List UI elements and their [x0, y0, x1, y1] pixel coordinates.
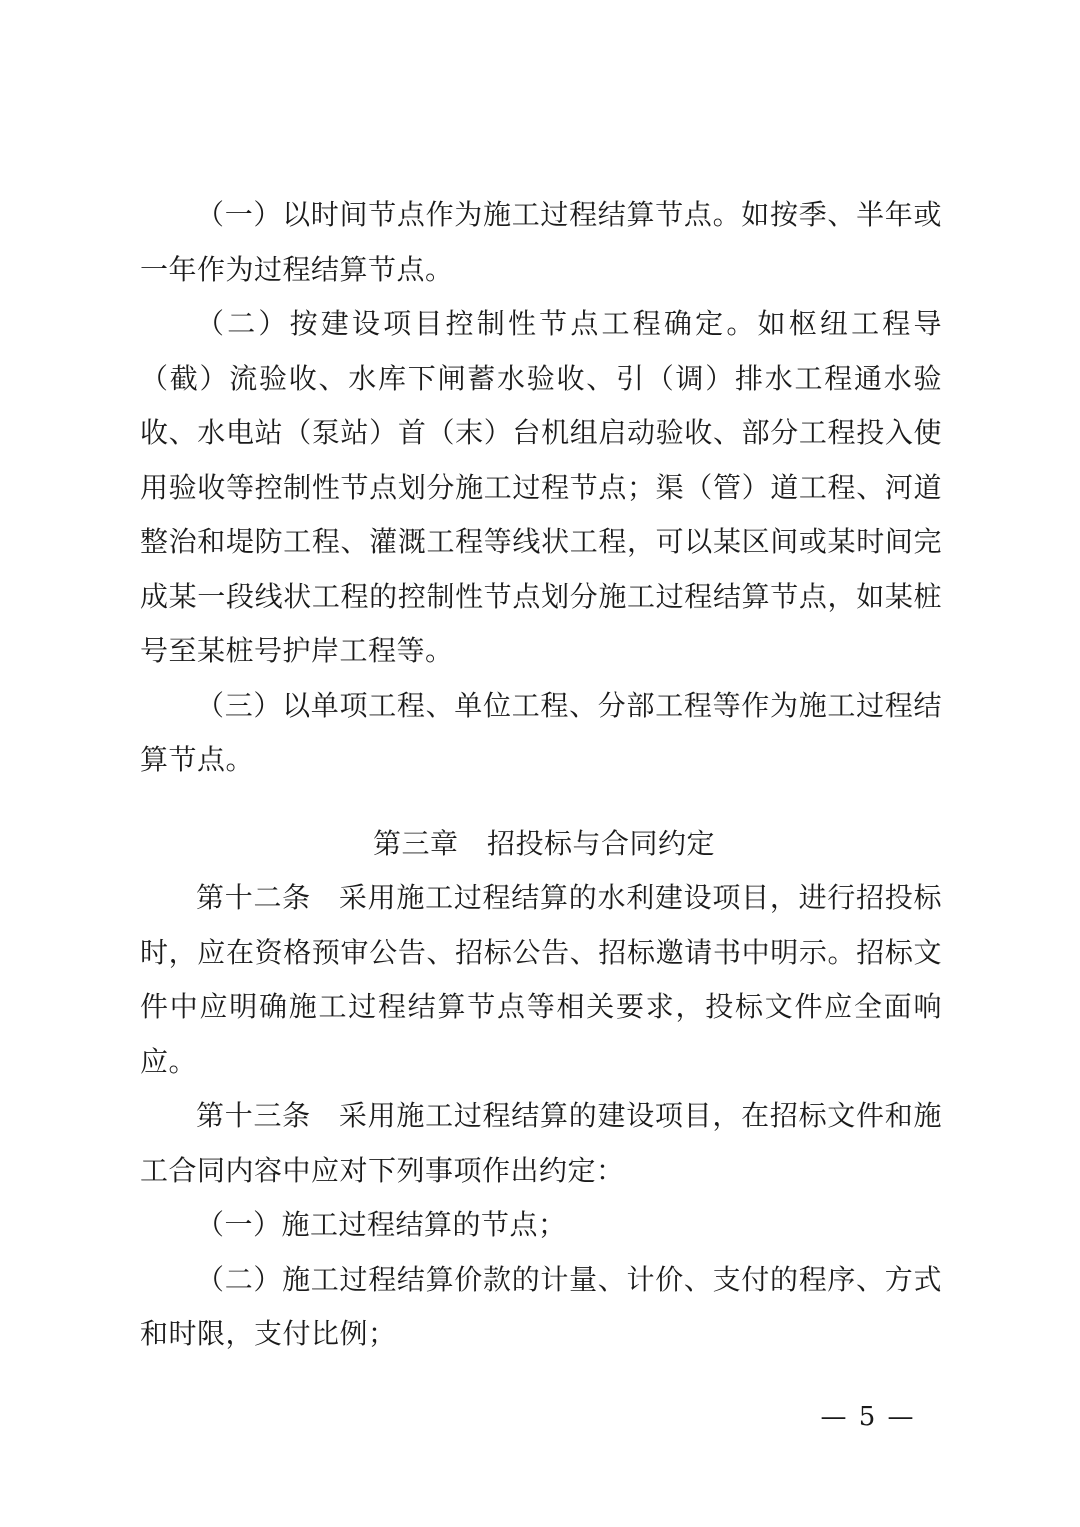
article-13-item-2: （二）施工过程结算价款的计量、计价、支付的程序、方式和时限，支付比例； — [140, 1262, 942, 1350]
article-13-text: 采用施工过程结算的建设项目，在招标文件和施工合同内容中应对下列事项作出约定： — [140, 1099, 942, 1187]
article-12-number: 第十二条 — [196, 881, 311, 914]
page-number: — 5 — — [820, 1402, 916, 1432]
paragraph-node-item-1: （一）以时间节点作为施工过程结算节点。如按季、半年或一年作为过程结算节点。 — [140, 198, 942, 286]
paragraph-node-item-3: （三）以单项工程、单位工程、分部工程等作为施工过程结算节点。 — [140, 688, 942, 776]
document-body — [140, 188, 942, 1362]
article-13-number: 第十三条 — [196, 1099, 311, 1132]
article-13-item-1: （一）施工过程结算的节点； — [196, 1208, 567, 1241]
article-13 — [140, 1089, 942, 1198]
article-12 — [140, 871, 942, 1089]
article-12-text: 采用施工过程结算的水利建设项目，进行招投标时，应在资格预审公告、招标公告、招标邀请书中明示。招标文件中应明确施工过程结算节点等相关要求，投标文件应全面响应。 — [140, 881, 942, 1078]
paragraph-node-item-2: （二）按建设项目控制性节点工程确定。如枢纽工程导（截）流验收、水库下闸蓄水验收、引（调）排水工程通水验收、水电站（泵站）首（末）台机组启动验收、部分工程投入使用验收等控制性节点划分施工过程节点；渠（管）道工程、河道整治和堤防工程、灌溉工程等线状工程，可以某区间或某时间完成某一段线状工程的控制性节点划分施工过程结算节点，如某桩号至某桩号护岸工程等。 — [140, 307, 942, 667]
chapter-title: 第三章 招投标与合同约定 — [372, 826, 715, 860]
